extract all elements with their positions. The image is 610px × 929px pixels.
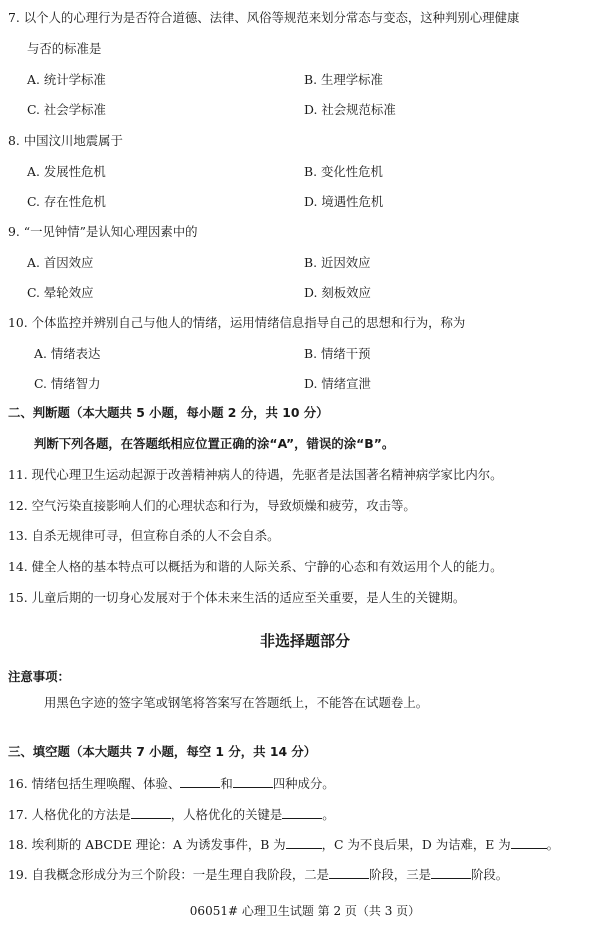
q9-option-c: C. 晕轮效应 — [27, 285, 94, 300]
true-false-item: 13. 自杀无规律可寻，但宣称自杀的人不会自杀。 — [8, 528, 280, 543]
fill-blank-q16: 16. 情绪包括生理唤醒、体验、 和 四种成分。 — [8, 776, 335, 791]
q7-stem-line1: 7. 以个人的心理行为是否符合道德、法律、风俗等规范来划分常态与变态，这种判别心理健康 — [8, 10, 520, 25]
q9-stem: 9. “一见钟情”是认知心理因素中的 — [8, 224, 198, 239]
answer-blank — [282, 806, 322, 819]
part-title: 非选择题部分 — [259, 632, 350, 650]
q7-option-a: A. 统计学标准 — [27, 72, 106, 87]
answer-blank — [286, 836, 322, 849]
notice-text: 用黑色字迹的签字笔或钢笔将答案写在答题纸上，不能答在试题卷上。 — [44, 695, 429, 710]
true-false-item: 15. 儿童后期的一切身心发展对于个体未来生活的适应至关重要，是人生的关键期。 — [8, 590, 466, 605]
notice-heading: 注意事项： — [8, 669, 70, 684]
q10-stem: 10. 个体监控并辨别自己与他人的情绪，运用情绪信息指导自己的思想和行为，称为 — [8, 315, 466, 330]
q10-option-a: A. 情绪表达 — [34, 346, 101, 361]
q8-option-c: C. 存在性危机 — [27, 194, 106, 209]
q10-option-d: D. 情绪宣泄 — [304, 376, 371, 391]
q9-option-a: A. 首因效应 — [27, 255, 94, 270]
answer-blank — [180, 775, 220, 788]
fill-blank-q19: 19. 自我概念形成分为三个阶段：一是生理自我阶段，二是 阶段，三是 阶段。 — [8, 867, 509, 882]
q9-option-d: D. 刻板效应 — [304, 285, 371, 300]
section2-heading: 二、判断题（本大题共 5 小题，每小题 2 分，共 10 分） — [8, 405, 329, 420]
q7-option-c: C. 社会学标准 — [27, 102, 106, 117]
q8-option-a: A. 发展性危机 — [27, 164, 106, 179]
q9-option-b: B. 近因效应 — [304, 255, 371, 270]
true-false-item: 12. 空气污染直接影响人们的心理状态和行为，导致烦燥和疲劳，攻击等。 — [8, 498, 416, 513]
answer-blank — [233, 775, 273, 788]
q8-option-b: B. 变化性危机 — [304, 164, 383, 179]
section2-instruction: 判断下列各题，在答题纸相应位置正确的涂“A”，错误的涂“B”。 — [34, 436, 395, 451]
fill-blank-q17: 17. 人格优化的方法是 ，人格优化的关键是 。 — [8, 807, 335, 822]
q10-option-c: C. 情绪智力 — [34, 376, 101, 391]
page-footer: 06051# 心理卫生试题 第 2 页（共 3 页） — [189, 904, 421, 918]
fill-blank-q18: 18. 埃利斯的 ABCDE 理论：A 为诱发事件，B 为 ，C 为不良后果，D 为诘难，E 为 。 — [8, 837, 560, 852]
answer-blank — [329, 866, 369, 879]
q8-stem: 8. 中国汶川地震属于 — [8, 133, 123, 148]
true-false-item: 14. 健全人格的基本特点可以概括为和谐的人际关系、宁静的心态和有效运用个人的能力。 — [8, 559, 503, 574]
q7-stem-line2: 与否的标准是 — [27, 41, 102, 56]
answer-blank — [431, 866, 471, 879]
section3-heading: 三、填空题（本大题共 7 小题，每空 1 分，共 14 分） — [8, 744, 317, 759]
q7-option-d: D. 社会规范标准 — [304, 102, 396, 117]
q8-option-d: D. 境遇性危机 — [304, 194, 384, 209]
true-false-item: 11. 现代心理卫生运动起源于改善精神病人的待遇，先驱者是法国著名精神病学家比内尔。 — [8, 467, 503, 482]
answer-blank — [131, 806, 171, 819]
q10-option-b: B. 情绪干预 — [304, 346, 371, 361]
q7-option-b: B. 生理学标准 — [304, 72, 383, 87]
answer-blank — [511, 836, 547, 849]
